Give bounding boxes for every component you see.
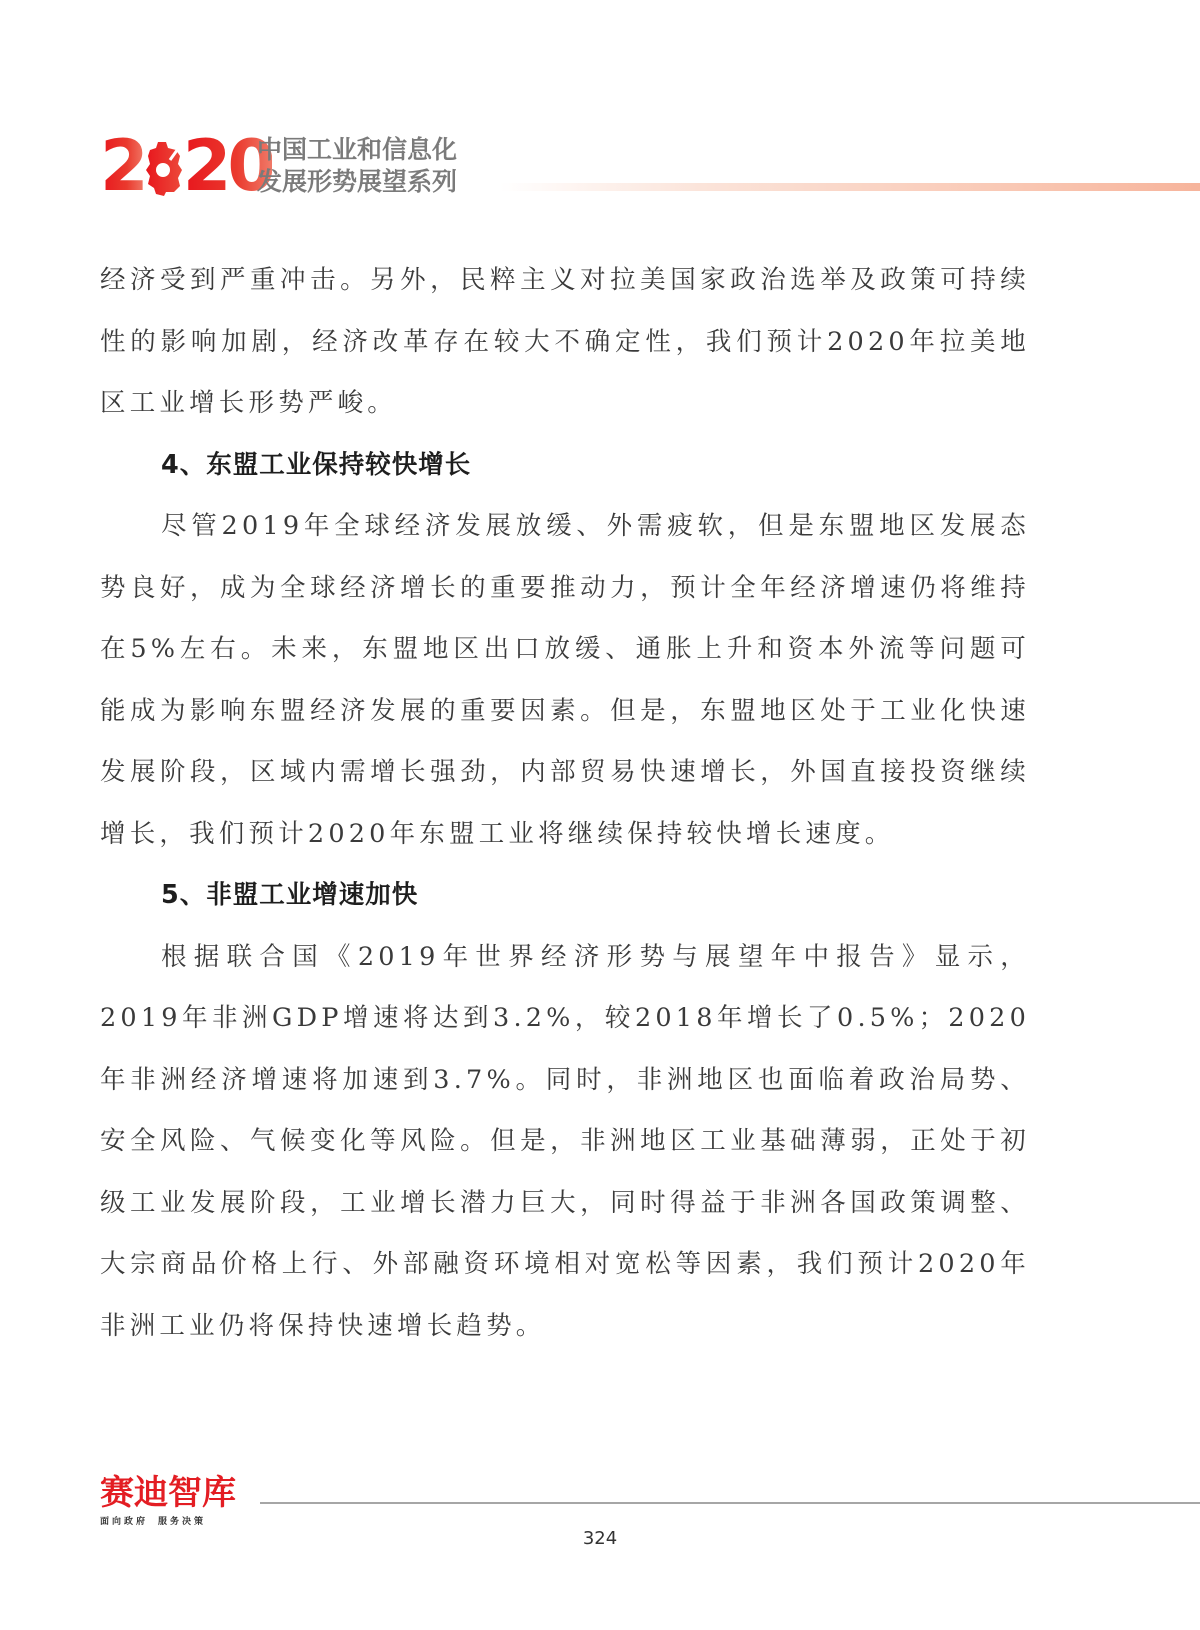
section-heading-asean: 4、东盟工业保持较快增长 [161, 449, 472, 480]
page-header [100, 125, 1200, 212]
tagline-left: 面向政府 [100, 1517, 149, 1527]
series-title [257, 134, 457, 198]
section-heading-african-union: 5、非盟工业增速加快 [161, 880, 419, 910]
brand-name: 赛迪智库 [100, 1473, 236, 1513]
series-title-line2: 发展形势展望系列 [257, 167, 458, 196]
document-body [100, 250, 1030, 1357]
gear-icon [146, 136, 182, 196]
page-number: 324 [582, 1528, 618, 1549]
logo-digit-20: 20 [182, 125, 273, 207]
footer-divider [260, 1502, 1200, 1504]
paragraph-latin-america: 经济受到严重冲击。另外，民粹主义对拉美国家政治选举及政策可持续性的影响加剧，经济改革存在较大不确定性，我们预计2020年拉美地区工业增长形势严峻。 [100, 265, 1030, 418]
tagline-right: 服务决策 [158, 1517, 207, 1527]
footer-brand-logo [100, 1474, 236, 1527]
brand-tagline [100, 1514, 236, 1527]
series-title-line1: 中国工业和信息化 [257, 135, 458, 164]
header-gradient-bar [500, 183, 1200, 191]
logo-2020 [100, 125, 273, 207]
paragraph-asean: 尽管2019年全球经济发展放缓、外需疲软，但是东盟地区发展态势良好，成为全球经济增长的重要推动力，预计全年经济增速仍将维持在5%左右。未来，东盟地区出口放缓、通胀上升和资本外流等问题可能成为影响东盟经济发展的重要因素。但是，东盟地区处于工业化快速发展阶段，区域内需增长强劲，内部贸易快速增长，外国直接投资继续增长，我们预计2020年东盟工业将继续保持较快增长速度。 [100, 511, 1030, 849]
logo-digit-2: 2 [100, 125, 145, 207]
paragraph-african-union: 根据联合国《2019年世界经济形势与展望年中报告》显示，2019年非洲GDP增速将达到3.2%，较2018年增长了0.5%；2020年非洲经济增速将加速到3.7%。同时，非洲地区也面临着政治局势、安全风险、气候变化等风险。但是，非洲地区工业基础薄弱，正处于初级工业发展阶段，工业增长潜力巨大，同时得益于非洲各国政策调整、大宗商品价格上行、外部融资环境相对宽松等因素，我们预计2020年非洲工业仍将保持快速增长趋势。 [100, 941, 1030, 1341]
